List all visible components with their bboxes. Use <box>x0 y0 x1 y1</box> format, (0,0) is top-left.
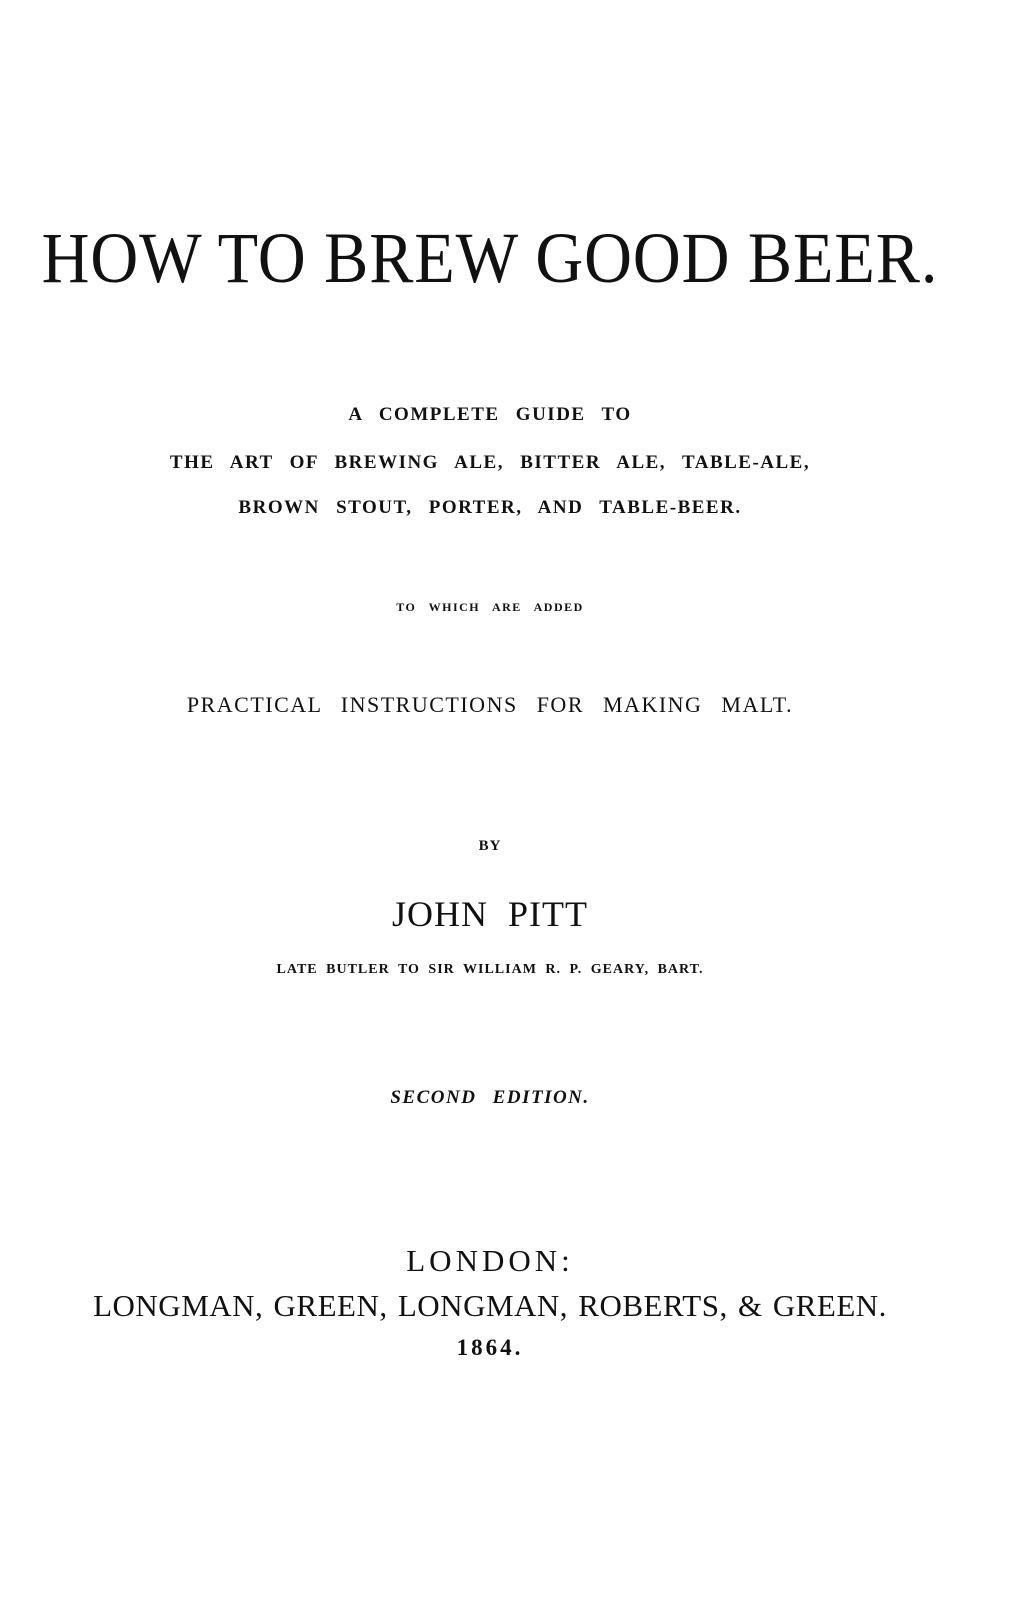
author-name: JOHN PITT <box>392 894 588 934</box>
added-title: PRACTICAL INSTRUCTIONS FOR MAKING MALT. <box>186 692 794 717</box>
added-note: TO WHICH ARE ADDED <box>396 600 584 614</box>
author-description: LATE BUTLER TO SIR WILLIAM R. P. GEARY, BART. <box>276 962 704 977</box>
subtitle-line-1: A COMPLETE GUIDE TO <box>348 404 632 425</box>
imprint-year: 1864. <box>456 1335 524 1360</box>
by-label: BY <box>478 838 502 854</box>
book-title: HOW TO BREW GOOD BEER. <box>41 218 939 298</box>
edition-label: SECOND EDITION. <box>390 1087 590 1108</box>
imprint-place: LONDON: <box>406 1243 574 1278</box>
imprint-publisher: LONGMAN, GREEN, LONGMAN, ROBERTS, & GREEN. <box>93 1288 887 1323</box>
subtitle-line-3: BROWN STOUT, PORTER, AND TABLE-BEER. <box>238 497 742 518</box>
subtitle-line-2: THE ART OF BREWING ALE, BITTER ALE, TABLE-ALE, <box>169 452 811 473</box>
